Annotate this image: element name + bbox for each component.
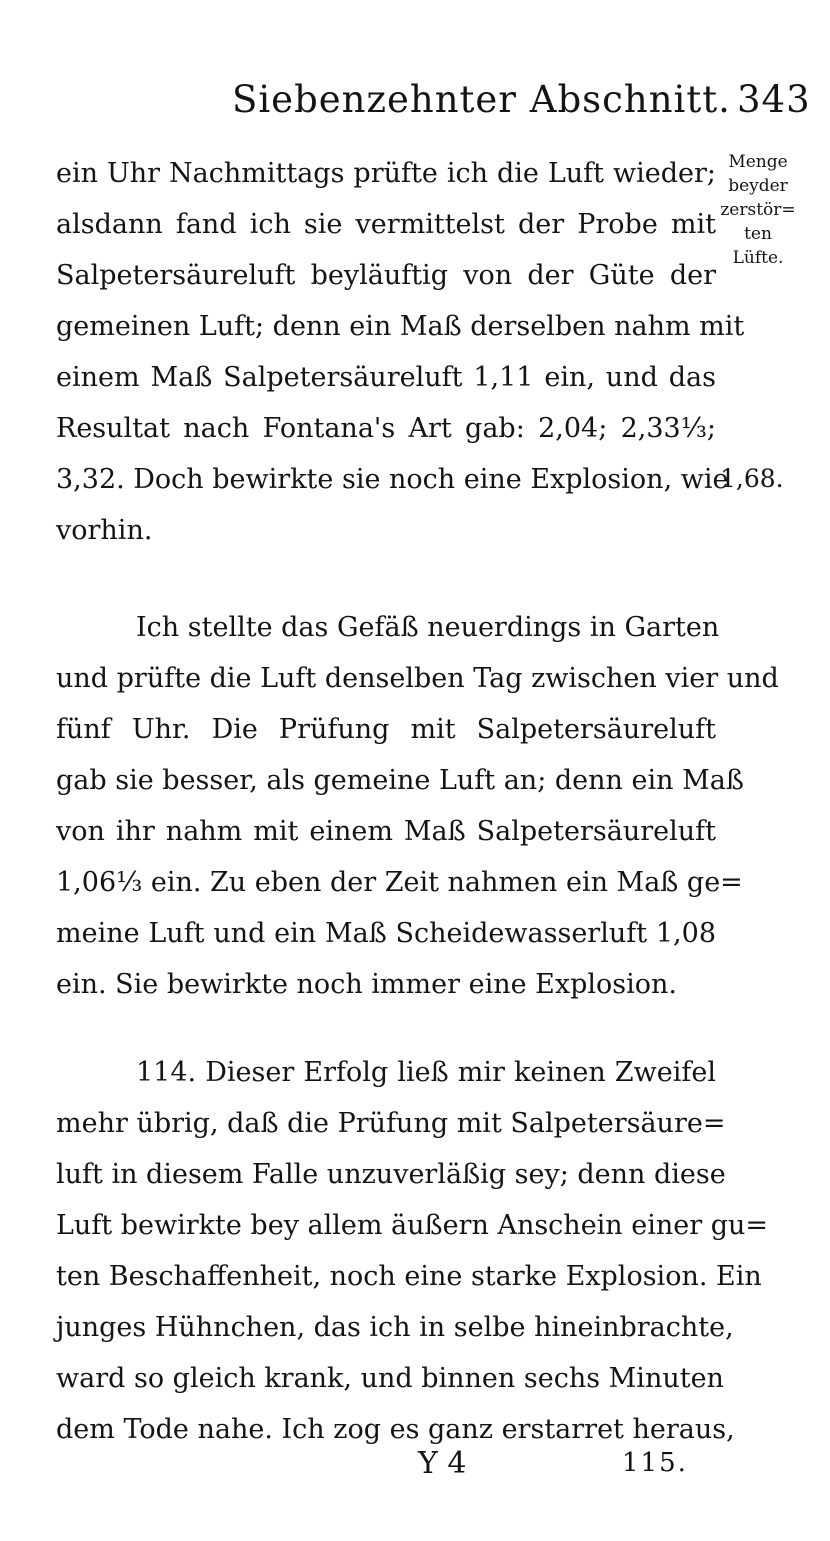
margin-note-line: ten (744, 224, 772, 244)
text-line: ein Uhr Nachmittags prüfte ich die Luft wieder; (56, 158, 716, 189)
text-line: Resultat nach Fontana's Art gab: 2,04; 2,33⅓; (56, 413, 716, 444)
margin-note (716, 150, 800, 270)
text-line: Salpetersäureluft beyläuftig von der Güte der (56, 260, 716, 291)
text-line: von ihr nahm mit einem Maß Salpetersäureluft (56, 816, 716, 847)
page-header (0, 72, 830, 132)
text-line: gab sie besser, als gemeine Luft an; denn ein Maß (56, 765, 744, 796)
margin-note-line: zerstör= (720, 200, 796, 220)
text-line: ward so gleich krank, und binnen sechs Minuten (56, 1363, 724, 1394)
text-line: Luft bewirkte bey allem äußern Anschein einer gu= (56, 1210, 769, 1241)
running-title: Siebenzehnter Abschnitt. (232, 78, 731, 121)
text-line: junges Hühnchen, das ich in selbe hineinbrachte, (56, 1312, 734, 1343)
paragraph-3 (56, 1047, 769, 1455)
text-line: mehr übrig, daß die Prüfung mit Salpetersäure= (56, 1108, 726, 1139)
margin-number: 1,68. (720, 464, 784, 493)
text-line: ein. Sie bewirkte noch immer eine Explosion. (56, 969, 677, 1000)
margin-note-line: Menge (728, 152, 788, 172)
paragraph-1 (56, 148, 745, 556)
text-line: und prüfte die Luft denselben Tag zwischen vier und (56, 663, 779, 694)
page-footer (0, 1440, 830, 1490)
paragraph-2 (56, 602, 779, 1010)
text-line: dem Tode nahe. Ich zog es ganz erstarret heraus, (56, 1414, 735, 1445)
text-line: meine Luft und ein Maß Scheidewasserluft 1,08 (56, 918, 716, 949)
text-line: Ich stellte das Gefäß neuerdings in Garten (136, 612, 720, 643)
text-line: fünf Uhr. Die Prüfung mit Salpetersäureluft (56, 714, 716, 745)
text-line: 3,32. Doch bewirkte sie noch eine Explosion, wie (56, 464, 729, 495)
text-line: luft in diesem Falle unzuverläßig sey; denn diese (56, 1159, 726, 1190)
margin-note-line: Lüfte. (732, 248, 784, 268)
page-number: 343 (737, 78, 811, 121)
signature-mark: Y 4 (418, 1446, 467, 1481)
text-line: 114. Dieser Erfolg ließ mir keinen Zweifel (136, 1057, 716, 1088)
text-line: ten Beschaffenheit, noch eine starke Explosion. Ein (56, 1261, 762, 1292)
text-line: 1,06⅓ ein. Zu eben der Zeit nahmen ein Maß ge= (56, 867, 743, 898)
catchword: 115. (622, 1448, 688, 1478)
text-line: vorhin. (56, 515, 153, 546)
margin-note-line: beyder (728, 176, 788, 196)
text-line: einem Maß Salpetersäureluft 1,11 ein, und das (56, 362, 716, 393)
text-line: gemeinen Luft; denn ein Maß derselben nahm mit (56, 311, 745, 342)
text-line: alsdann fand ich sie vermittelst der Probe mit (56, 209, 716, 240)
